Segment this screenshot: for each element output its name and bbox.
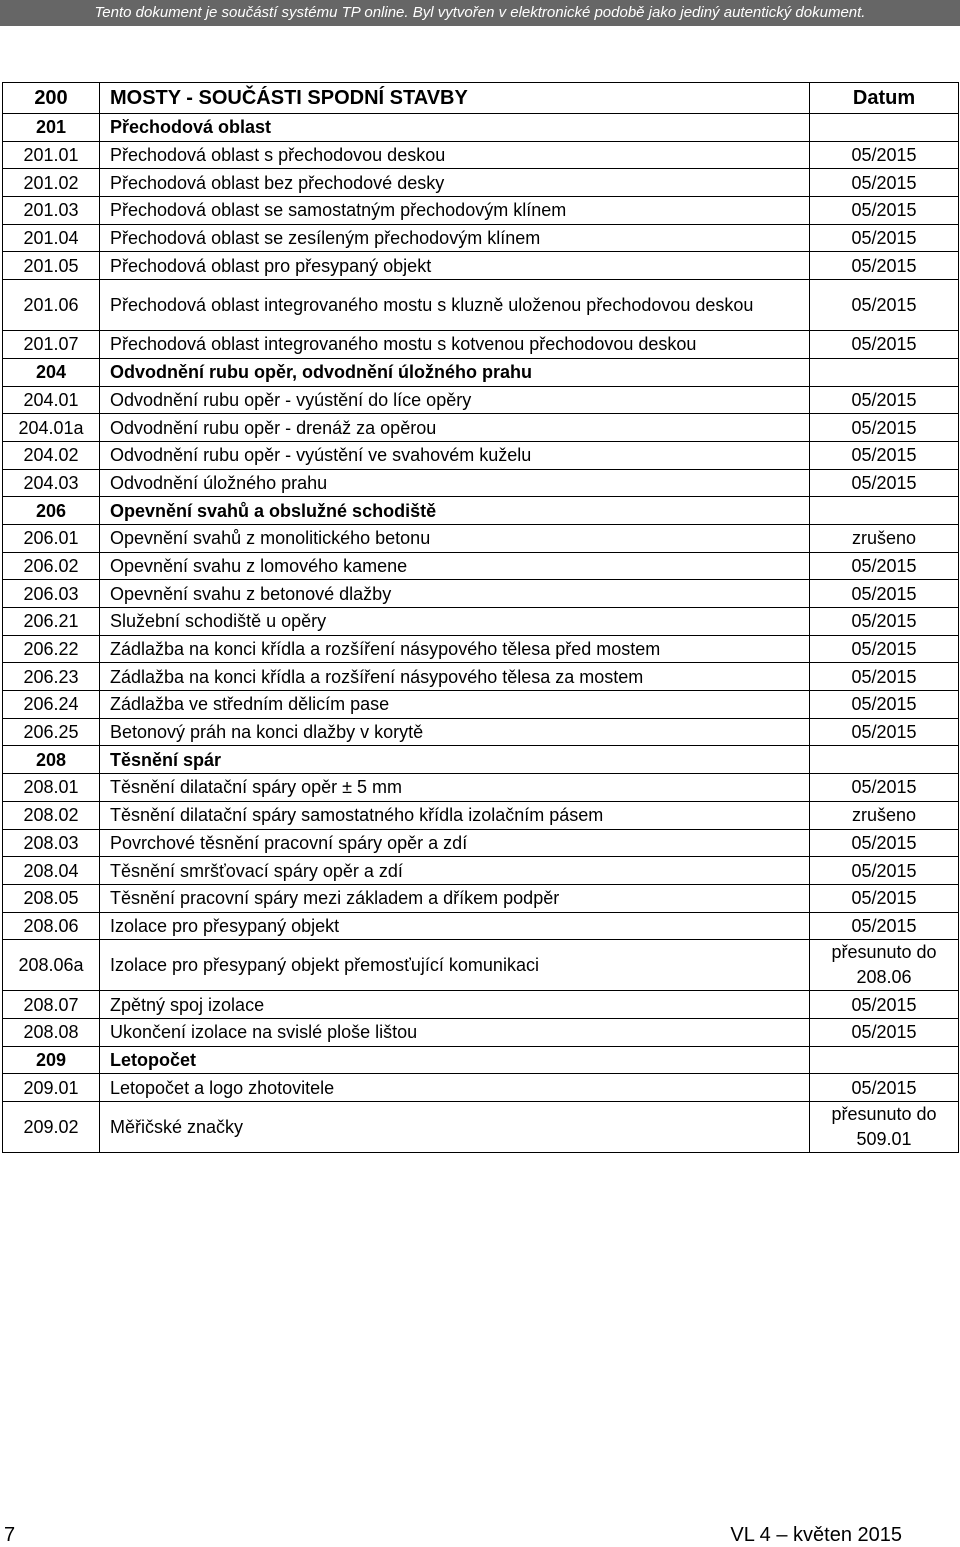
row-name: Přechodová oblast s přechodovou deskou: [100, 141, 810, 169]
row-code: 201.07: [3, 331, 100, 359]
row-date: 05/2015: [810, 580, 959, 608]
row-name: Letopočet a logo zhotovitele: [100, 1074, 810, 1102]
row-date: 05/2015: [810, 386, 959, 414]
row-date: 05/2015: [810, 635, 959, 663]
header-title: MOSTY - SOUČÁSTI SPODNÍ STAVBY: [100, 83, 810, 114]
row-date: 05/2015: [810, 414, 959, 442]
row-name: Služební schodiště u opěry: [100, 608, 810, 636]
document-banner: Tento dokument je součástí systému TP online. Byl vytvořen v elektronické podobě jako jediný autentický dokument.: [0, 0, 960, 26]
table-row: [3, 197, 959, 225]
table-row: [3, 884, 959, 912]
section-row: [3, 1046, 959, 1074]
row-code: 206.25: [3, 718, 100, 746]
table-row: [3, 580, 959, 608]
row-name: Přechodová oblast: [100, 114, 810, 142]
row-date: 05/2015: [810, 718, 959, 746]
row-date: 05/2015: [810, 691, 959, 719]
row-date: 05/2015: [810, 991, 959, 1019]
row-name: Zpětný spoj izolace: [100, 991, 810, 1019]
row-name: Odvodnění rubu opěr - vyústění ve svahovém kuželu: [100, 441, 810, 469]
row-name: Ukončení izolace na svislé ploše lištou: [100, 1018, 810, 1046]
row-code: 204.01a: [3, 414, 100, 442]
table-row: [3, 991, 959, 1019]
row-code: 206.23: [3, 663, 100, 691]
table-row: [3, 1074, 959, 1102]
row-date: 05/2015: [810, 912, 959, 940]
row-date: 05/2015: [810, 252, 959, 280]
row-date: [810, 746, 959, 774]
row-date: 05/2015: [810, 331, 959, 359]
row-code: 201.04: [3, 224, 100, 252]
row-name: Zádlažba na konci křídla a rozšíření násypového tělesa před mostem: [100, 635, 810, 663]
row-code: 208.06a: [3, 940, 100, 991]
row-date: 05/2015: [810, 1018, 959, 1046]
section-row: [3, 746, 959, 774]
row-name: Přechodová oblast se zesíleným přechodovým klínem: [100, 224, 810, 252]
row-name: Odvodnění úložného prahu: [100, 469, 810, 497]
row-date: [810, 497, 959, 525]
row-date: 05/2015: [810, 469, 959, 497]
row-date: 05/2015: [810, 552, 959, 580]
row-date: [810, 114, 959, 142]
table-row: [3, 414, 959, 442]
row-code: 208.01: [3, 774, 100, 802]
row-code: 204: [3, 358, 100, 386]
row-code: 209.02: [3, 1102, 100, 1153]
document-index-table: [2, 82, 959, 1153]
table-row: [3, 524, 959, 552]
table-row: [3, 552, 959, 580]
row-date: 05/2015: [810, 141, 959, 169]
row-date: 05/2015: [810, 197, 959, 225]
table-row: [3, 718, 959, 746]
row-name: Odvodnění rubu opěr - vyústění do líce opěry: [100, 386, 810, 414]
row-date: [810, 358, 959, 386]
row-code: 204.02: [3, 441, 100, 469]
table-row: [3, 691, 959, 719]
row-code: 206.21: [3, 608, 100, 636]
row-date: zrušeno: [810, 524, 959, 552]
row-name: Zádlažba na konci křídla a rozšíření násypového tělesa za mostem: [100, 663, 810, 691]
row-name: Zádlažba ve středním dělicím pase: [100, 691, 810, 719]
table-row: [3, 1102, 959, 1153]
table-row: [3, 774, 959, 802]
row-name: Odvodnění rubu opěr - drenáž za opěrou: [100, 414, 810, 442]
table-row: [3, 801, 959, 829]
row-code: 206.03: [3, 580, 100, 608]
table-row: [3, 469, 959, 497]
row-name: Přechodová oblast pro přesypaný objekt: [100, 252, 810, 280]
section-row: [3, 497, 959, 525]
row-code: 208.06: [3, 912, 100, 940]
row-name: Přechodová oblast bez přechodové desky: [100, 169, 810, 197]
row-name: Měřičské značky: [100, 1102, 810, 1153]
row-name: Opevnění svahů z monolitického betonu: [100, 524, 810, 552]
row-name: Betonový práh na konci dlažby v korytě: [100, 718, 810, 746]
row-name: Opevnění svahu z betonové dlažby: [100, 580, 810, 608]
row-code: 208: [3, 746, 100, 774]
table-row: [3, 608, 959, 636]
row-name: Odvodnění rubu opěr, odvodnění úložného prahu: [100, 358, 810, 386]
table-row: [3, 912, 959, 940]
row-name: Izolace pro přesypaný objekt přemosťující komunikaci: [100, 940, 810, 991]
row-date: 05/2015: [810, 1074, 959, 1102]
row-date: zrušeno: [810, 801, 959, 829]
row-name: Těsnění spár: [100, 746, 810, 774]
section-row: [3, 358, 959, 386]
row-date: [810, 1046, 959, 1074]
row-date: 05/2015: [810, 280, 959, 331]
row-name: Přechodová oblast se samostatným přechodovým klínem: [100, 197, 810, 225]
row-name: Povrchové těsnění pracovní spáry opěr a zdí: [100, 829, 810, 857]
row-code: 201: [3, 114, 100, 142]
table-row: [3, 252, 959, 280]
table-row: [3, 224, 959, 252]
row-date: 05/2015: [810, 169, 959, 197]
table-row: [3, 280, 959, 331]
table-row: [3, 441, 959, 469]
row-code: 204.01: [3, 386, 100, 414]
row-name: Těsnění dilatační spáry samostatného křídla izolačním pásem: [100, 801, 810, 829]
row-date: 05/2015: [810, 774, 959, 802]
row-name: Přechodová oblast integrovaného mostu s kotvenou přechodovou deskou: [100, 331, 810, 359]
row-code: 201.03: [3, 197, 100, 225]
row-code: 206.22: [3, 635, 100, 663]
row-date: 05/2015: [810, 663, 959, 691]
table-header-row: [3, 83, 959, 114]
row-code: 201.01: [3, 141, 100, 169]
table-row: [3, 663, 959, 691]
row-code: 206.01: [3, 524, 100, 552]
section-row: [3, 114, 959, 142]
row-name: Letopočet: [100, 1046, 810, 1074]
row-code: 201.02: [3, 169, 100, 197]
row-code: 208.02: [3, 801, 100, 829]
row-code: 206: [3, 497, 100, 525]
row-date: 05/2015: [810, 608, 959, 636]
row-name: Těsnění dilatační spáry opěr ± 5 mm: [100, 774, 810, 802]
row-date: přesunuto do 509.01: [810, 1102, 959, 1153]
table-row: [3, 1018, 959, 1046]
row-code: 208.05: [3, 884, 100, 912]
table-row: [3, 829, 959, 857]
row-date: 05/2015: [810, 224, 959, 252]
row-name: Těsnění pracovní spáry mezi základem a dříkem podpěr: [100, 884, 810, 912]
header-code: 200: [3, 83, 100, 114]
row-code: 208.07: [3, 991, 100, 1019]
row-name: Opevnění svahů a obslužné schodiště: [100, 497, 810, 525]
row-code: 209: [3, 1046, 100, 1074]
page-number: 7: [4, 1524, 16, 1546]
row-code: 208.04: [3, 857, 100, 885]
table-row: [3, 169, 959, 197]
row-name: Opevnění svahu z lomového kamene: [100, 552, 810, 580]
row-name: Těsnění smršťovací spáry opěr a zdí: [100, 857, 810, 885]
row-code: 201.06: [3, 280, 100, 331]
table-row: [3, 141, 959, 169]
row-date: 05/2015: [810, 441, 959, 469]
table-row: [3, 635, 959, 663]
row-code: 204.03: [3, 469, 100, 497]
table-row: [3, 857, 959, 885]
header-date-label: Datum: [810, 83, 959, 114]
row-code: 206.24: [3, 691, 100, 719]
row-code: 208.03: [3, 829, 100, 857]
edition-label: VL 4 – květen 2015: [730, 1524, 902, 1546]
row-date: 05/2015: [810, 884, 959, 912]
table-row: [3, 940, 959, 991]
table-row: [3, 331, 959, 359]
row-code: 208.08: [3, 1018, 100, 1046]
row-name: Izolace pro přesypaný objekt: [100, 912, 810, 940]
row-date: přesunuto do 208.06: [810, 940, 959, 991]
row-code: 201.05: [3, 252, 100, 280]
row-code: 209.01: [3, 1074, 100, 1102]
row-date: 05/2015: [810, 829, 959, 857]
row-name: Přechodová oblast integrovaného mostu s kluzně uloženou přechodovou deskou: [100, 280, 810, 331]
row-date: 05/2015: [810, 857, 959, 885]
table-row: [3, 386, 959, 414]
row-code: 206.02: [3, 552, 100, 580]
